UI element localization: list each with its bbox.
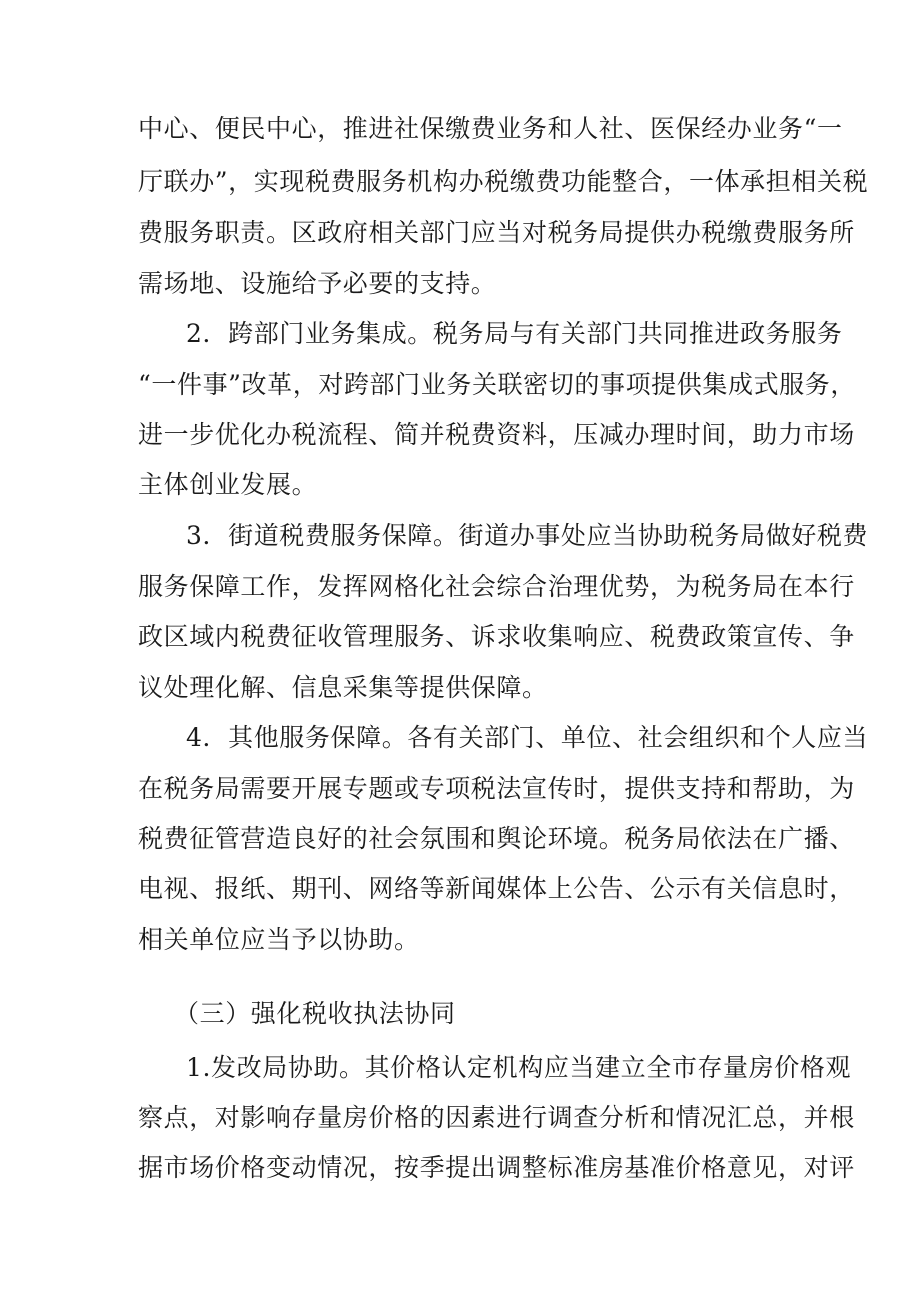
paragraph-line: 费服务职责。区政府相关部门应当对税务局提供办税缴费服务所 — [138, 218, 855, 247]
paragraph-line: 主体创业发展。 — [138, 470, 318, 499]
paragraph-line: 在税务局需要开展专题或专项税法宣传时，提供支持和帮助，为 — [138, 774, 855, 803]
paragraph-line: 据市场价格变动情况，按季提出调整标准房基准价格意见，对评 — [138, 1153, 855, 1182]
paragraph-line: 进一步优化办税流程、简并税费资料，压减办理时间，助力市场 — [138, 420, 855, 449]
paragraph-line: 中心、便民中心，推进社保缴费业务和人社、医保经办业务“一 — [138, 114, 843, 143]
section-heading: （三）强化税收执法协同 — [174, 999, 456, 1028]
paragraph-line: 1.发改局协助。其价格认定机构应当建立全市存量房价格观 — [186, 1053, 852, 1082]
paragraph-line: 服务保障工作，发挥网格化社会综合治理优势，为税务局在本行 — [138, 572, 855, 601]
paragraph-line: 议处理化解、信息采集等提供保障。 — [138, 673, 548, 702]
paragraph-line: 4．其他服务保障。各有关部门、单位、社会组织和个人应当 — [186, 723, 869, 752]
paragraph-line: 税费征管营造良好的社会氛围和舆论环境。税务局依法在广播、 — [138, 824, 855, 853]
paragraph-line: 政区域内税费征收管理服务、诉求收集响应、税费政策宣传、争 — [138, 622, 855, 651]
paragraph-line: 2．跨部门业务集成。税务局与有关部门共同推进政务服务 — [186, 319, 843, 348]
paragraph-line: 厅联办”，实现税费服务机构办税缴费功能整合，一体承担相关税 — [138, 167, 869, 196]
paragraph-line: 察点，对影响存量房价格的因素进行调查分析和情况汇总，并根 — [138, 1103, 855, 1132]
paragraph-line: 相关单位应当予以协助。 — [138, 925, 420, 954]
paragraph-line: 3．街道税费服务保障。街道办事处应当协助税务局做好税费 — [186, 521, 869, 550]
paragraph-line: 需场地、设施给予必要的支持。 — [138, 269, 497, 298]
paragraph-line: “一件事”改革，对跨部门业务关联密切的事项提供集成式服务， — [138, 370, 856, 399]
paragraph-line: 电视、报纸、期刊、网络等新闻媒体上公告、公示有关信息时， — [138, 874, 855, 903]
